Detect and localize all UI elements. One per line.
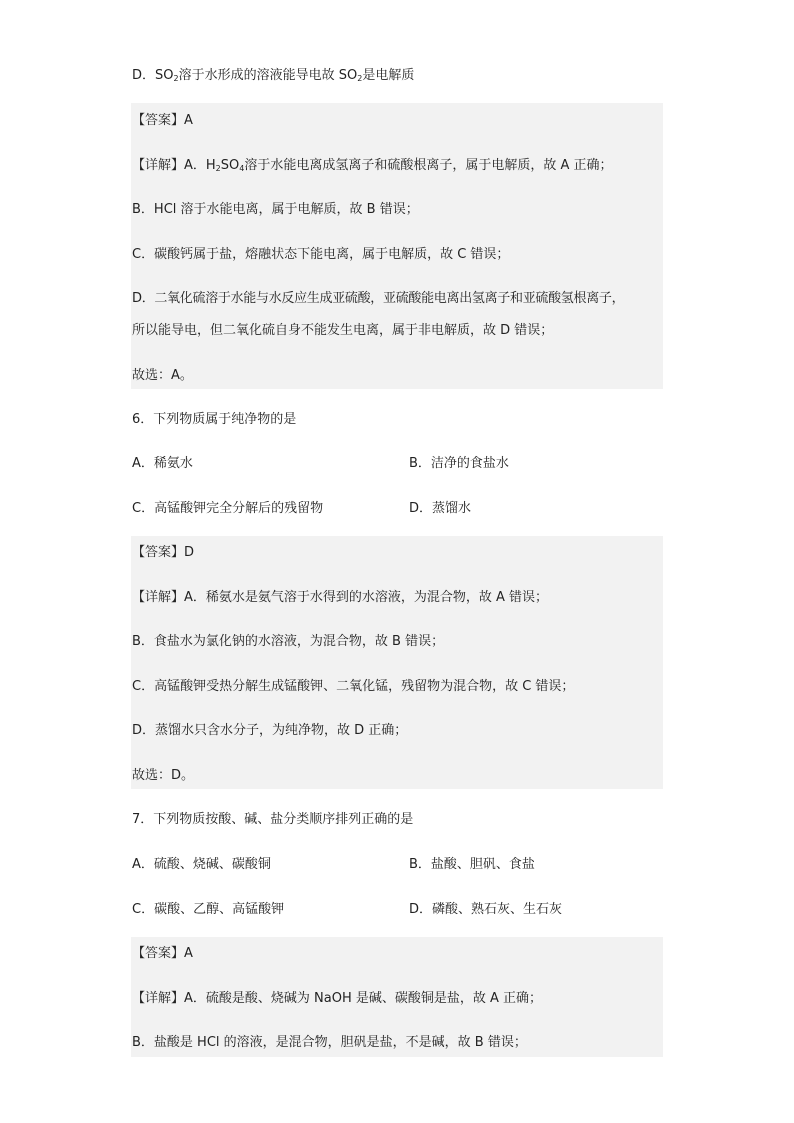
q6-conclusion: 故选：D。 [132,768,195,783]
text-fragment: 【详解】A．H [132,158,216,173]
q6-option-b: B．洁净的食盐水 [409,456,509,471]
q5-detail-c: C．碳酸钙属于盐，熔融状态下能电离，属于电解质，故 C 错误； [132,247,510,262]
q7-option-d: D．磷酸、熟石灰、生石灰 [409,902,563,917]
q5-detail-d-line1: D．二氧化硫溶于水能与水反应生成亚硫酸，亚硫酸能电离出氢离子和亚硫酸氢根离子， [132,291,625,306]
q6-option-d: D．蒸馏水 [409,501,472,516]
q5-answer: 【答案】A [132,113,193,128]
q7-option-c: C．碳酸、乙醇、高锰酸钾 [132,902,285,917]
q6-stem: 6．下列物质属于纯净物的是 [132,412,297,427]
q6-detail-a: 【详解】A．稀氨水是氨气溶于水得到的水溶液，为混合物，故 A 错误； [132,590,549,605]
subscript: 4 [239,164,245,173]
q7-option-a: A．硫酸、烧碱、碳酸铜 [132,857,271,872]
text-fragment: D．SO [132,68,174,83]
subscript: 2 [215,164,221,173]
q6-detail-b: B．食盐水为氯化钠的水溶液，为混合物，故 B 错误； [132,634,445,649]
q7-detail-a: 【详解】A．硫酸是酸、烧碱为 NaOH 是碱、碳酸铜是盐，故 A 正确； [132,991,543,1006]
q6-option-c: C．高锰酸钾完全分解后的残留物 [132,501,324,516]
text-fragment: 是电解质 [362,68,415,83]
q7-stem: 7．下列物质按酸、碱、盐分类顺序排列正确的是 [132,812,414,827]
text-fragment: SO [220,158,240,173]
subscript: 2 [173,74,179,83]
q6-answer-block [131,536,663,789]
text-fragment: 溶于水形成的溶液能导电故 SO [178,68,358,83]
q7-answer: 【答案】A [132,946,193,961]
q5-detail-b: B．HCl 溶于水能电离，属于电解质，故 B 错误； [132,202,419,217]
q5-option-d [132,66,662,86]
text-fragment: 溶于水能电离成氢离子和硫酸根离子，属于电解质，故 A 正确； [244,158,613,173]
q6-detail-d: D．蒸馏水只含水分子，为纯净物，故 D 正确； [132,723,408,738]
q5-conclusion: 故选：A。 [132,368,193,383]
q7-option-b: B．盐酸、胆矾、食盐 [409,857,535,872]
q7-detail-b: B．盐酸是 HCl 的溶液，是混合物，胆矾是盐，不是碱，故 B 错误； [132,1035,527,1050]
q6-answer: 【答案】D [132,545,195,560]
q6-option-a: A．稀氨水 [132,456,193,471]
q5-detail-a [132,156,662,176]
q6-detail-c: C．高锰酸钾受热分解生成锰酸钾、二氧化锰，残留物为混合物，故 C 错误； [132,679,575,694]
q5-detail-d-line2: 所以能导电，但二氧化硫自身不能发生电离，属于非电解质，故 D 错误； [132,323,554,338]
subscript: 2 [357,74,363,83]
